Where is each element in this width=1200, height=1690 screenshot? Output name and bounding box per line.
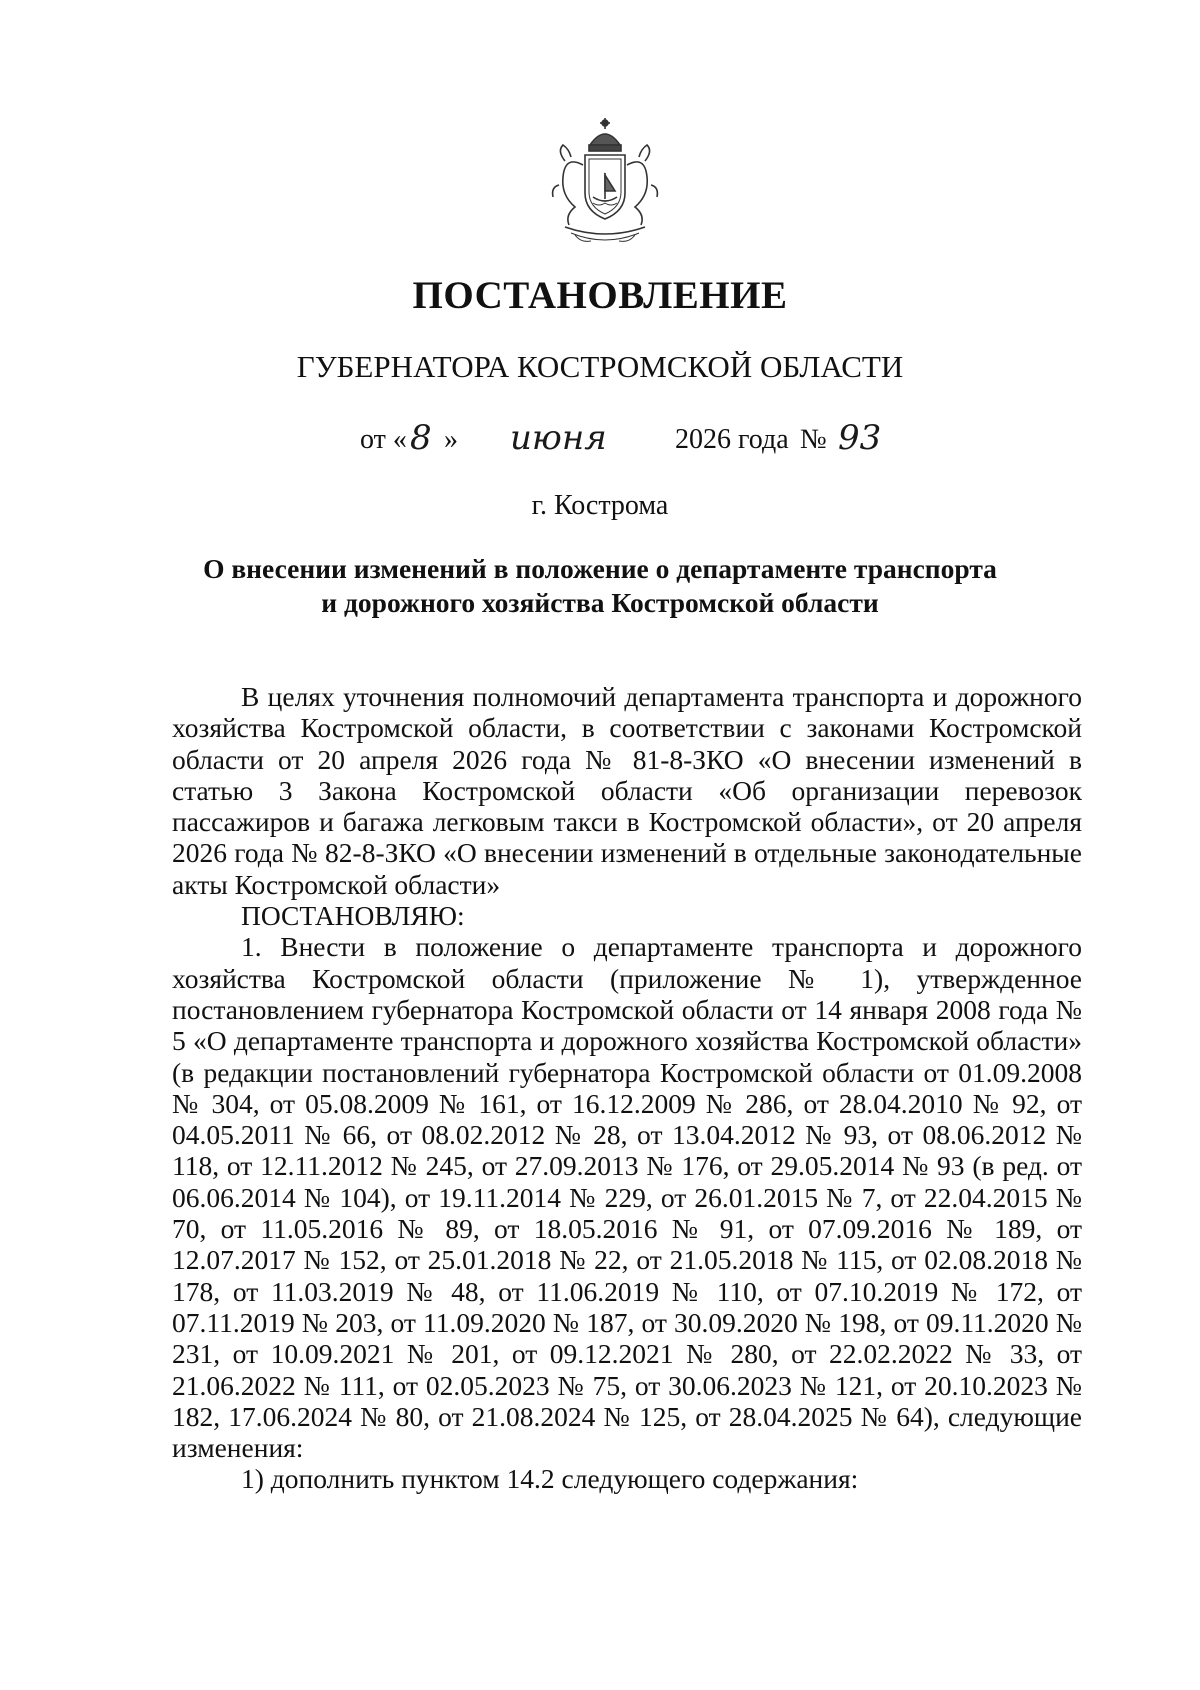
- date-line: [360, 418, 960, 462]
- date-prefix: от «: [360, 424, 407, 455]
- number-sign: №: [800, 424, 827, 455]
- document-number-handwritten: 93: [838, 418, 882, 458]
- city-name: г. Кострома: [531, 490, 669, 521]
- paragraph: ПОСТАНОВЛЯЮ:: [241, 900, 465, 932]
- document-heading: [0, 552, 1200, 620]
- issuer-subtitle: ГУБЕРНАТОРА КОСТРОМСКОЙ ОБЛАСТИ: [296, 349, 904, 384]
- date-day-handwritten: 8: [410, 418, 432, 458]
- date-year: 2026 года: [675, 424, 789, 455]
- heading-line: и дорожного хозяйства Костромской области: [321, 587, 879, 618]
- paragraph: 1) дополнить пунктом 14.2 следующего содержания:: [241, 1463, 859, 1495]
- date-quote-close: »: [444, 424, 458, 455]
- paragraph: В целях уточнения полномочий департамента транспорта и дорожного хозяйства Костромской области, в соответствии с законами Костромской области от 20 апреля 2026 года № 81-8-ЗКО «О внесении изменений в статью 3 Закона Костромской области «Об организации перевозок пассажиров и багажа легковым такси в Костромской области», от 20 апреля 2026 года № 82-8-ЗКО «О внесении изменений в отдельные законодательные акты Костромской области»: [172, 681, 1082, 900]
- document-body: [172, 681, 1082, 1495]
- document-title: ПОСТАНОВЛЕНИЕ: [412, 274, 788, 317]
- heading-line: О внесении изменений в положение о департаменте транспорта: [203, 553, 997, 584]
- date-month-handwritten: июня: [510, 418, 607, 458]
- coat-of-arms-icon: [535, 115, 675, 255]
- paragraph: 1. Внести в положение о департаменте транспорта и дорожного хозяйства Костромской области (приложение № 1), утвержденное постановлением губернатора Костромской области от 14 января 2008 года № 5 «О департаменте транспорта и дорожного хозяйства Костромской области» (в редакции постановлений губернатора Костромской области от 01.09.2008 № 304, от 05.08.2009 № 161, от 16.12.2009 № 286, от 28.04.2010 № 92, от 04.05.2011 № 66, от 08.02.2012 № 28, от 13.04.2012 № 93, от 08.06.2012 № 118, от 12.11.2012 № 245, от 27.09.2013 № 176, от 29.05.2014 № 93 (в ред. от 06.06.2014 № 104), от 19.11.2014 № 229, от 26.01.2015 № 7, от 22.04.2015 № 70, от 11.05.2016 № 89, от 18.05.2016 № 91, от 07.09.2016 № 189, от 12.07.2017 № 152, от 25.01.2018 № 22, от 21.05.2018 № 115, от 02.08.2018 № 178, от 11.03.2019 № 48, от 11.06.2019 № 110, от 07.10.2019 № 172, от 07.11.2019 № 203, от 11.09.2020 № 187, от 30.09.2020 № 198, от 09.11.2020 № 231, от 10.09.2021 № 201, от 09.12.2021 № 280, от 22.02.2022 № 33, от 21.06.2022 № 111, от 02.05.2023 № 75, от 30.06.2023 № 121, от 20.10.2023 № 182, 17.06.2024 № 80, от 21.08.2024 № 125, от 28.04.2025 № 64), следующие изменения:: [172, 931, 1082, 1464]
